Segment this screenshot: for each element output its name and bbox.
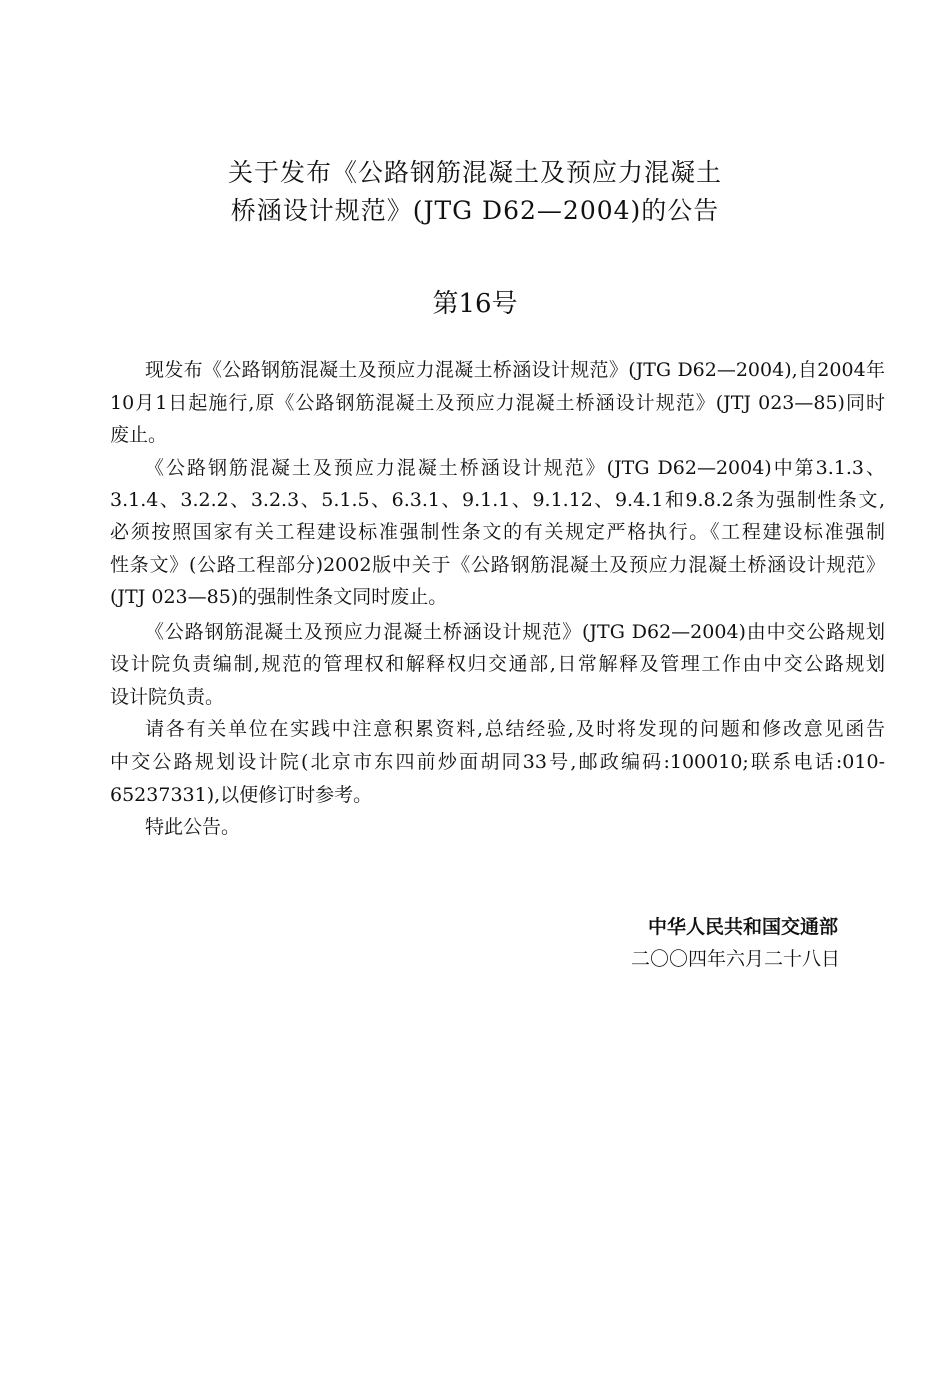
paragraph-4-line-1: 请各有关单位在实践中注意积累资料,总结经验,及时将发现的问题和修改意见函告 bbox=[145, 718, 885, 740]
paragraph-3-line-3: 设计院负责。 bbox=[110, 686, 225, 708]
paragraph-2-line-5: (JTJ 023—85)的强制性条文同时废止。 bbox=[110, 586, 448, 608]
paragraph-1-line-2: 10月1日起施行,原《公路钢筋混凝土及预应力混凝土桥涵设计规范》(JTJ 023—85)同时 bbox=[110, 392, 885, 414]
paragraph-2-line-4: 性条文》(公路工程部分)2002版中关于《公路钢筋混凝土及预应力混凝土桥涵设计规范》 bbox=[110, 554, 885, 576]
announcement-number: 第16号 bbox=[432, 289, 518, 319]
paragraph-4-line-3: 65237331),以便修订时参考。 bbox=[110, 784, 373, 806]
issuer: 中华人民共和国交通部 bbox=[647, 916, 838, 938]
paragraph-2-line-1: 《公路钢筋混凝土及预应力混凝土桥涵设计规范》(JTG D62—2004)中第3.1.3、 bbox=[145, 457, 885, 479]
title-line-2: 桥涵设计规范》(JTG D62—2004)的公告 bbox=[230, 196, 720, 225]
title-line-1: 关于发布《公路钢筋混凝土及预应力混凝土 bbox=[227, 158, 722, 187]
paragraph-2-line-3: 必须按照国家有关工程建设标准强制性条文的有关规定严格执行。《工程建设标准强制 bbox=[110, 521, 885, 543]
paragraph-4-line-2: 中交公路规划设计院(北京市东四前炒面胡同33号,邮政编码:100010;联系电话:010- bbox=[110, 751, 885, 773]
paragraph-3-line-1: 《公路钢筋混凝土及预应力混凝土桥涵设计规范》(JTG D62—2004)由中交公路规划 bbox=[145, 621, 885, 643]
paragraph-5-line-1: 特此公告。 bbox=[145, 816, 241, 838]
paragraph-1-line-3: 废止。 bbox=[110, 424, 168, 446]
paragraph-3-line-2: 设计院负责编制,规范的管理权和解释权归交通部,日常解释及管理工作由中交公路规划 bbox=[110, 653, 885, 675]
paragraph-1-line-1: 现发布《公路钢筋混凝土及预应力混凝土桥涵设计规范》(JTG D62—2004),自2004年 bbox=[145, 359, 885, 381]
paragraph-2-line-2: 3.1.4、3.2.2、3.2.3、5.1.5、6.3.1、9.1.1、9.1.12、9.4.1和9.8.2条为强制性条文, bbox=[110, 489, 885, 511]
issue-date: 二〇〇四年六月二十八日 bbox=[630, 948, 840, 970]
